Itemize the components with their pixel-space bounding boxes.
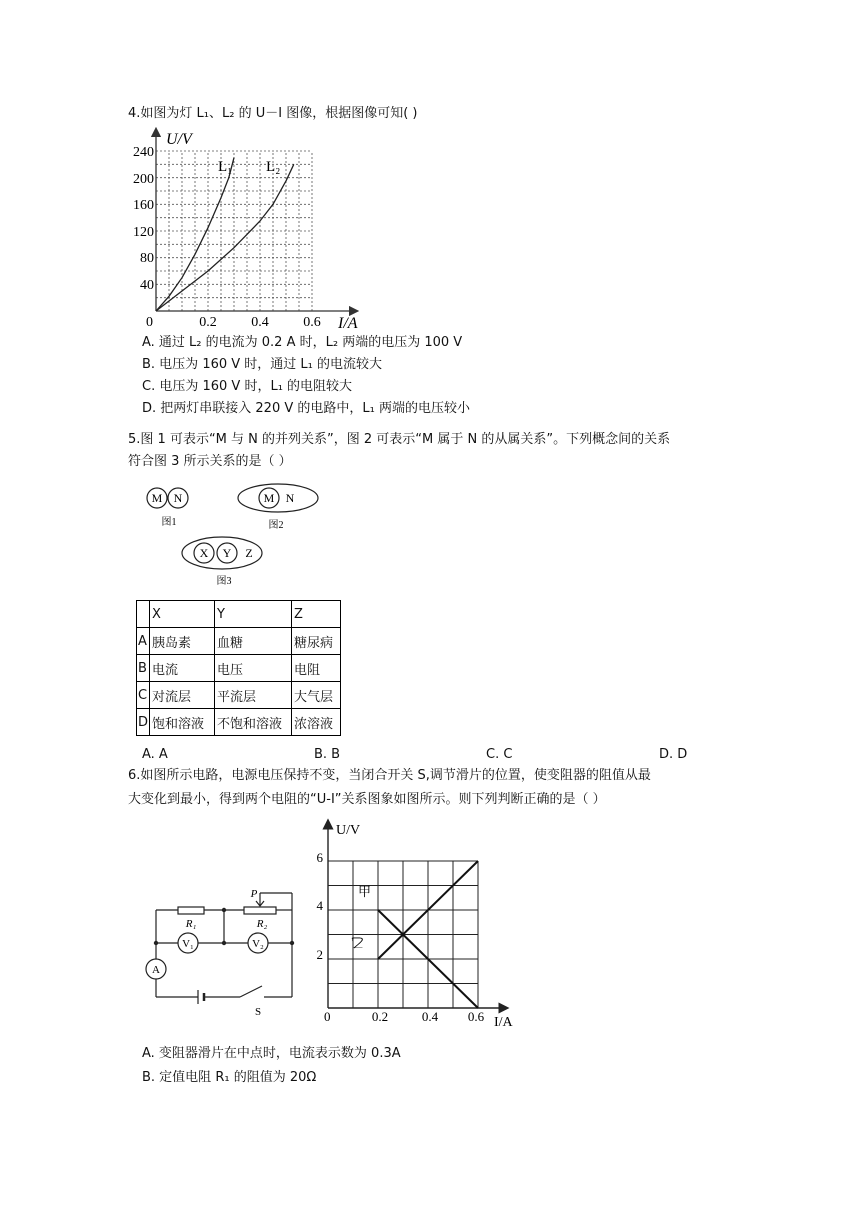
table-cell: 糖尿病 [292,628,341,655]
fig3-label-x: X [199,546,209,560]
q6-graph [308,818,523,1036]
q4-ytick: 120 [133,225,154,240]
q4-ytick: 80 [140,251,154,266]
q4-ylabel: U/V [166,131,192,148]
q4-ytick: 160 [133,198,154,213]
fig2-label-n: N [285,491,295,505]
q4-option-d[interactable]: D. 把两灯串联接入 220 V 的电路中，L₁ 两端的电压较小 [142,401,470,416]
q4-ytick: 200 [133,172,154,187]
q6-stem-line1: 6.如图所示电路，电源电压保持不变，当闭合开关 S,调节滑片的位置，使变阻器的阻值从最 [128,768,651,783]
q6-xtick: 0.2 [371,1009,389,1024]
label-r2: R₂ [256,918,268,930]
q5-stem-line2: 符合图 3 所示关系的是（ ） [128,454,292,469]
table-row [137,628,341,655]
table-header-row [137,601,341,628]
q6-origin: 0 [324,1009,331,1024]
q5-venn-figures [140,480,340,595]
table-cell: 平流层 [215,682,292,709]
q4-ytick: 40 [140,278,154,293]
q4-origin: 0 [146,315,153,330]
q5-option-c[interactable]: C. C [486,747,513,762]
q5-option-d[interactable]: D. D [659,747,688,762]
q6-circuit [140,885,300,1025]
table-cell: 胰岛素 [150,628,215,655]
q5-relation-table [136,600,341,736]
q6-label-jia: 甲 [358,884,372,899]
table-cell: 大气层 [292,682,341,709]
table-cell: Z [292,601,341,628]
table-cell: Y [215,601,292,628]
switch-s [240,986,262,997]
fig1-label-m: M [151,491,163,505]
q4-xlabel: I/A [338,315,358,332]
r2-rheostat [244,907,276,914]
q4-ytick: 240 [133,145,154,160]
fig2-label-m: M [263,491,275,505]
q4-stem: 4.如图为灯 L₁、L₂ 的 U－I 图像，根据图像可知( ) [128,106,418,121]
q6-ytick: 2 [316,947,323,962]
q4-xtick: 0.4 [251,315,269,330]
q4-option-c[interactable]: C. 电压为 160 V 时，L₁ 的电阻较大 [142,379,353,394]
table-cell: 电阻 [292,655,341,682]
q4-option-b[interactable]: B. 电压为 160 V 时，通过 L₁ 的电流较大 [142,357,383,372]
table-cell: 对流层 [150,682,215,709]
table-cell: 电流 [150,655,215,682]
fig3-caption: 图3 [216,576,232,587]
q5-option-b[interactable]: B. B [314,747,341,762]
table-row [137,655,341,682]
label-p: P [250,888,258,900]
q6-xlabel: I/A [494,1015,513,1030]
fig3-label-z: Z [245,546,253,560]
q4-xtick: 0.6 [303,315,321,330]
table-cell: 不饱和溶液 [215,709,292,736]
label-r1: R₁ [185,918,197,930]
q6-ylabel: U/V [336,823,361,838]
fig2-outer-ellipse [238,484,318,512]
fig2-caption: 图2 [268,520,284,531]
fig3-label-y: Y [222,546,232,560]
table-cell [137,601,150,628]
q6-option-b[interactable]: B. 定值电阻 R₁ 的阻值为 20Ω [142,1070,317,1085]
fig1-caption: 图1 [161,517,177,528]
fig1-label-n: N [173,491,183,505]
q6-xtick: 0.6 [467,1009,485,1024]
table-cell: B [137,655,150,682]
q5-option-a[interactable]: A. A [142,747,168,762]
table-cell: C [137,682,150,709]
q6-ytick: 6 [316,850,323,865]
table-cell: X [150,601,215,628]
table-cell: 电压 [215,655,292,682]
table-cell: 饱和溶液 [150,709,215,736]
q4-graph [126,126,366,334]
q4-label-l1: L₁ [218,159,233,175]
label-v1: V₁ [182,938,194,950]
q6-ytick: 4 [316,898,323,913]
q4-label-l2: L₂ [266,159,281,175]
table-cell: 血糖 [215,628,292,655]
table-cell: D [137,709,150,736]
label-v2: V₂ [252,938,264,950]
q4-option-a[interactable]: A. 通过 L₂ 的电流为 0.2 A 时，L₂ 两端的电压为 100 V [142,335,463,350]
q4-xtick: 0.2 [199,315,217,330]
label-s: S [254,1006,262,1018]
table-row [137,682,341,709]
q6-xtick: 0.4 [421,1009,439,1024]
table-cell: 浓溶液 [292,709,341,736]
q6-option-a[interactable]: A. 变阻器滑片在中点时，电流表示数为 0.3A [142,1046,401,1061]
q6-label-yi: 乙 [350,935,364,950]
r1-resistor [178,907,204,914]
table-row [137,709,341,736]
q5-stem-line1: 5.图 1 可表示“M 与 N 的并列关系”，图 2 可表示“M 属于 N 的从属关系”。下列概念间的关系 [128,432,671,447]
q6-stem-line2: 大变化到最小，得到两个电阻的“U-I”关系图象如图所示。则下列判断正确的是（ ） [128,792,606,807]
label-a: A [152,964,160,976]
table-cell: A [137,628,150,655]
